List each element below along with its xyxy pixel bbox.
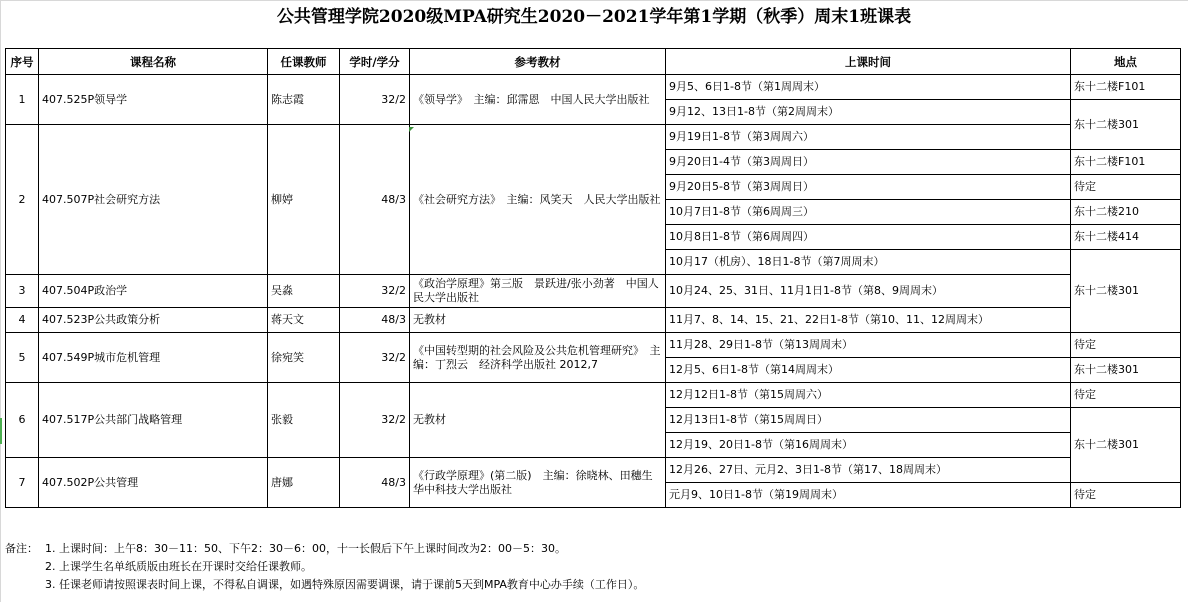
course-name[interactable]: 407.507P社会研究方法 <box>39 125 268 275</box>
course-teacher[interactable]: 吴淼 <box>268 275 340 308</box>
course-teacher[interactable]: 徐宛笑 <box>268 333 340 383</box>
course-no[interactable]: 7 <box>6 458 39 508</box>
note-item: 2. 上课学生名单纸质版由班长在开课时交给任课教师。 <box>45 560 312 573</box>
session-location[interactable]: 东十二楼301 <box>1071 408 1181 483</box>
session-time[interactable]: 12月13日1-8节（第15周周日） <box>666 408 1071 433</box>
schedule-table <box>5 48 1181 508</box>
session-location[interactable]: 东十二楼301 <box>1071 100 1181 150</box>
session-location[interactable]: 东十二楼301 <box>1071 250 1181 333</box>
header-row <box>6 49 1181 75</box>
session-time[interactable]: 9月12、13日1-8节（第2周周末） <box>666 100 1071 125</box>
table-row <box>6 458 1181 483</box>
course-no[interactable]: 6 <box>6 383 39 458</box>
session-time[interactable]: 10月17（机房）、18日1-8节（第7周周末） <box>666 250 1071 275</box>
course-textbook[interactable]: 《中国转型期的社会风险及公共危机管理研究》 主编：丁烈云 经济科学出版社 2012,7 <box>410 333 666 383</box>
course-hours[interactable]: 32/2 <box>340 383 410 458</box>
session-time[interactable]: 10月24、25、31日、11月1日1-8节（第8、9周周末） <box>666 275 1071 308</box>
course-hours[interactable]: 48/3 <box>340 308 410 333</box>
session-location[interactable]: 待定 <box>1071 383 1181 408</box>
header-teacher[interactable]: 任课教师 <box>268 49 340 75</box>
course-no[interactable]: 2 <box>6 125 39 275</box>
note-item: 3. 任课老师请按照课表时间上课，不得私自调课，如遇特殊原因需要调课，请于课前5天到MPA教育中心办手续（工作日）。 <box>45 578 645 591</box>
session-time[interactable]: 9月5、6日1-8节（第1周周末） <box>666 75 1071 100</box>
course-textbook[interactable]: 《社会研究方法》 主编：风笑天 人民大学出版社 <box>410 125 666 275</box>
course-teacher[interactable]: 柳婷 <box>268 125 340 275</box>
course-textbook[interactable]: 《行政学原理》(第二版) 主编：徐晓林、田穗生 华中科技大学出版社 <box>410 458 666 508</box>
page-title: 公共管理学院2020级MPA研究生2020－2021学年第1学期（秋季）周末1班课表 <box>276 7 912 27</box>
course-textbook[interactable]: 无教材 <box>410 383 666 458</box>
session-time[interactable]: 12月26、27日、元月2、3日1-8节（第17、18周周末） <box>666 458 1071 483</box>
session-time[interactable]: 9月19日1-8节（第3周周六） <box>666 125 1071 150</box>
header-hours[interactable]: 学时/学分 <box>340 49 410 75</box>
course-teacher[interactable]: 蒋天文 <box>268 308 340 333</box>
course-name[interactable]: 407.523P公共政策分析 <box>39 308 268 333</box>
session-location[interactable]: 待定 <box>1071 483 1181 508</box>
header-location[interactable]: 地点 <box>1071 49 1181 75</box>
table-row <box>6 75 1181 100</box>
header-time[interactable]: 上课时间 <box>666 49 1071 75</box>
notes-label: 备注： <box>5 542 38 555</box>
row-selection-marker <box>0 418 2 444</box>
course-name[interactable]: 407.525P领导学 <box>39 75 268 125</box>
session-time[interactable]: 11月28、29日1-8节（第13周周末） <box>666 333 1071 358</box>
course-no[interactable]: 3 <box>6 275 39 308</box>
session-location[interactable]: 东十二楼210 <box>1071 200 1181 225</box>
course-no[interactable]: 4 <box>6 308 39 333</box>
course-hours[interactable]: 32/2 <box>340 333 410 383</box>
table-row <box>6 275 1181 308</box>
course-hours[interactable]: 48/3 <box>340 458 410 508</box>
sheet-gridline-top <box>0 0 1188 1</box>
table-row <box>6 125 1181 150</box>
session-time[interactable]: 12月12日1-8节（第15周周六） <box>666 383 1071 408</box>
table-row <box>6 383 1181 408</box>
session-time[interactable]: 12月5、6日1-8节（第14周周末） <box>666 358 1071 383</box>
course-no[interactable]: 5 <box>6 333 39 383</box>
note-item: 1. 上课时间：上午8：30－11：50、下午2：30－6：00，十一长假后下午上课时间改为2：00－5：30。 <box>45 542 566 555</box>
course-hours[interactable]: 48/3 <box>340 125 410 275</box>
session-time[interactable]: 10月8日1-8节（第6周周四） <box>666 225 1071 250</box>
session-location[interactable]: 东十二楼301 <box>1071 358 1181 383</box>
session-time[interactable]: 12月19、20日1-8节（第16周周末） <box>666 433 1071 458</box>
course-no[interactable]: 1 <box>6 75 39 125</box>
course-name[interactable]: 407.502P公共管理 <box>39 458 268 508</box>
course-name[interactable]: 407.517P公共部门战略管理 <box>39 383 268 458</box>
course-teacher[interactable]: 唐娜 <box>268 458 340 508</box>
course-teacher[interactable]: 陈志霞 <box>268 75 340 125</box>
course-hours[interactable]: 32/2 <box>340 275 410 308</box>
session-time[interactable]: 元月9、10日1-8节（第19周周末） <box>666 483 1071 508</box>
session-location[interactable]: 东十二楼F101 <box>1071 75 1181 100</box>
session-time[interactable]: 9月20日1-4节（第3周周日） <box>666 150 1071 175</box>
sheet-gridline-left <box>0 0 1 602</box>
course-name[interactable]: 407.504P政治学 <box>39 275 268 308</box>
session-time[interactable]: 11月7、8、14、15、21、22日1-8节（第10、11、12周周末） <box>666 308 1071 333</box>
session-location[interactable]: 待定 <box>1071 333 1181 358</box>
session-location[interactable]: 待定 <box>1071 175 1181 200</box>
session-time[interactable]: 10月7日1-8节（第6周周三） <box>666 200 1071 225</box>
header-textbook[interactable]: 参考教材 <box>410 49 666 75</box>
course-textbook[interactable]: 无教材 <box>410 308 666 333</box>
course-textbook[interactable]: 《领导学》 主编：邱霈恩 中国人民大学出版社 <box>410 75 666 125</box>
header-no[interactable]: 序号 <box>6 49 39 75</box>
table-row <box>6 333 1181 358</box>
course-teacher[interactable]: 张毅 <box>268 383 340 458</box>
session-location[interactable]: 东十二楼414 <box>1071 225 1181 250</box>
course-hours[interactable]: 32/2 <box>340 75 410 125</box>
session-location[interactable]: 东十二楼F101 <box>1071 150 1181 175</box>
header-course[interactable]: 课程名称 <box>39 49 268 75</box>
cell-comment-indicator <box>409 127 414 132</box>
session-time[interactable]: 9月20日5-8节（第3周周日） <box>666 175 1071 200</box>
course-textbook[interactable]: 《政治学原理》第三版 景跃进/张小劲著 中国人民大学出版社 <box>410 275 666 308</box>
table-row <box>6 308 1181 333</box>
course-name[interactable]: 407.549P城市危机管理 <box>39 333 268 383</box>
